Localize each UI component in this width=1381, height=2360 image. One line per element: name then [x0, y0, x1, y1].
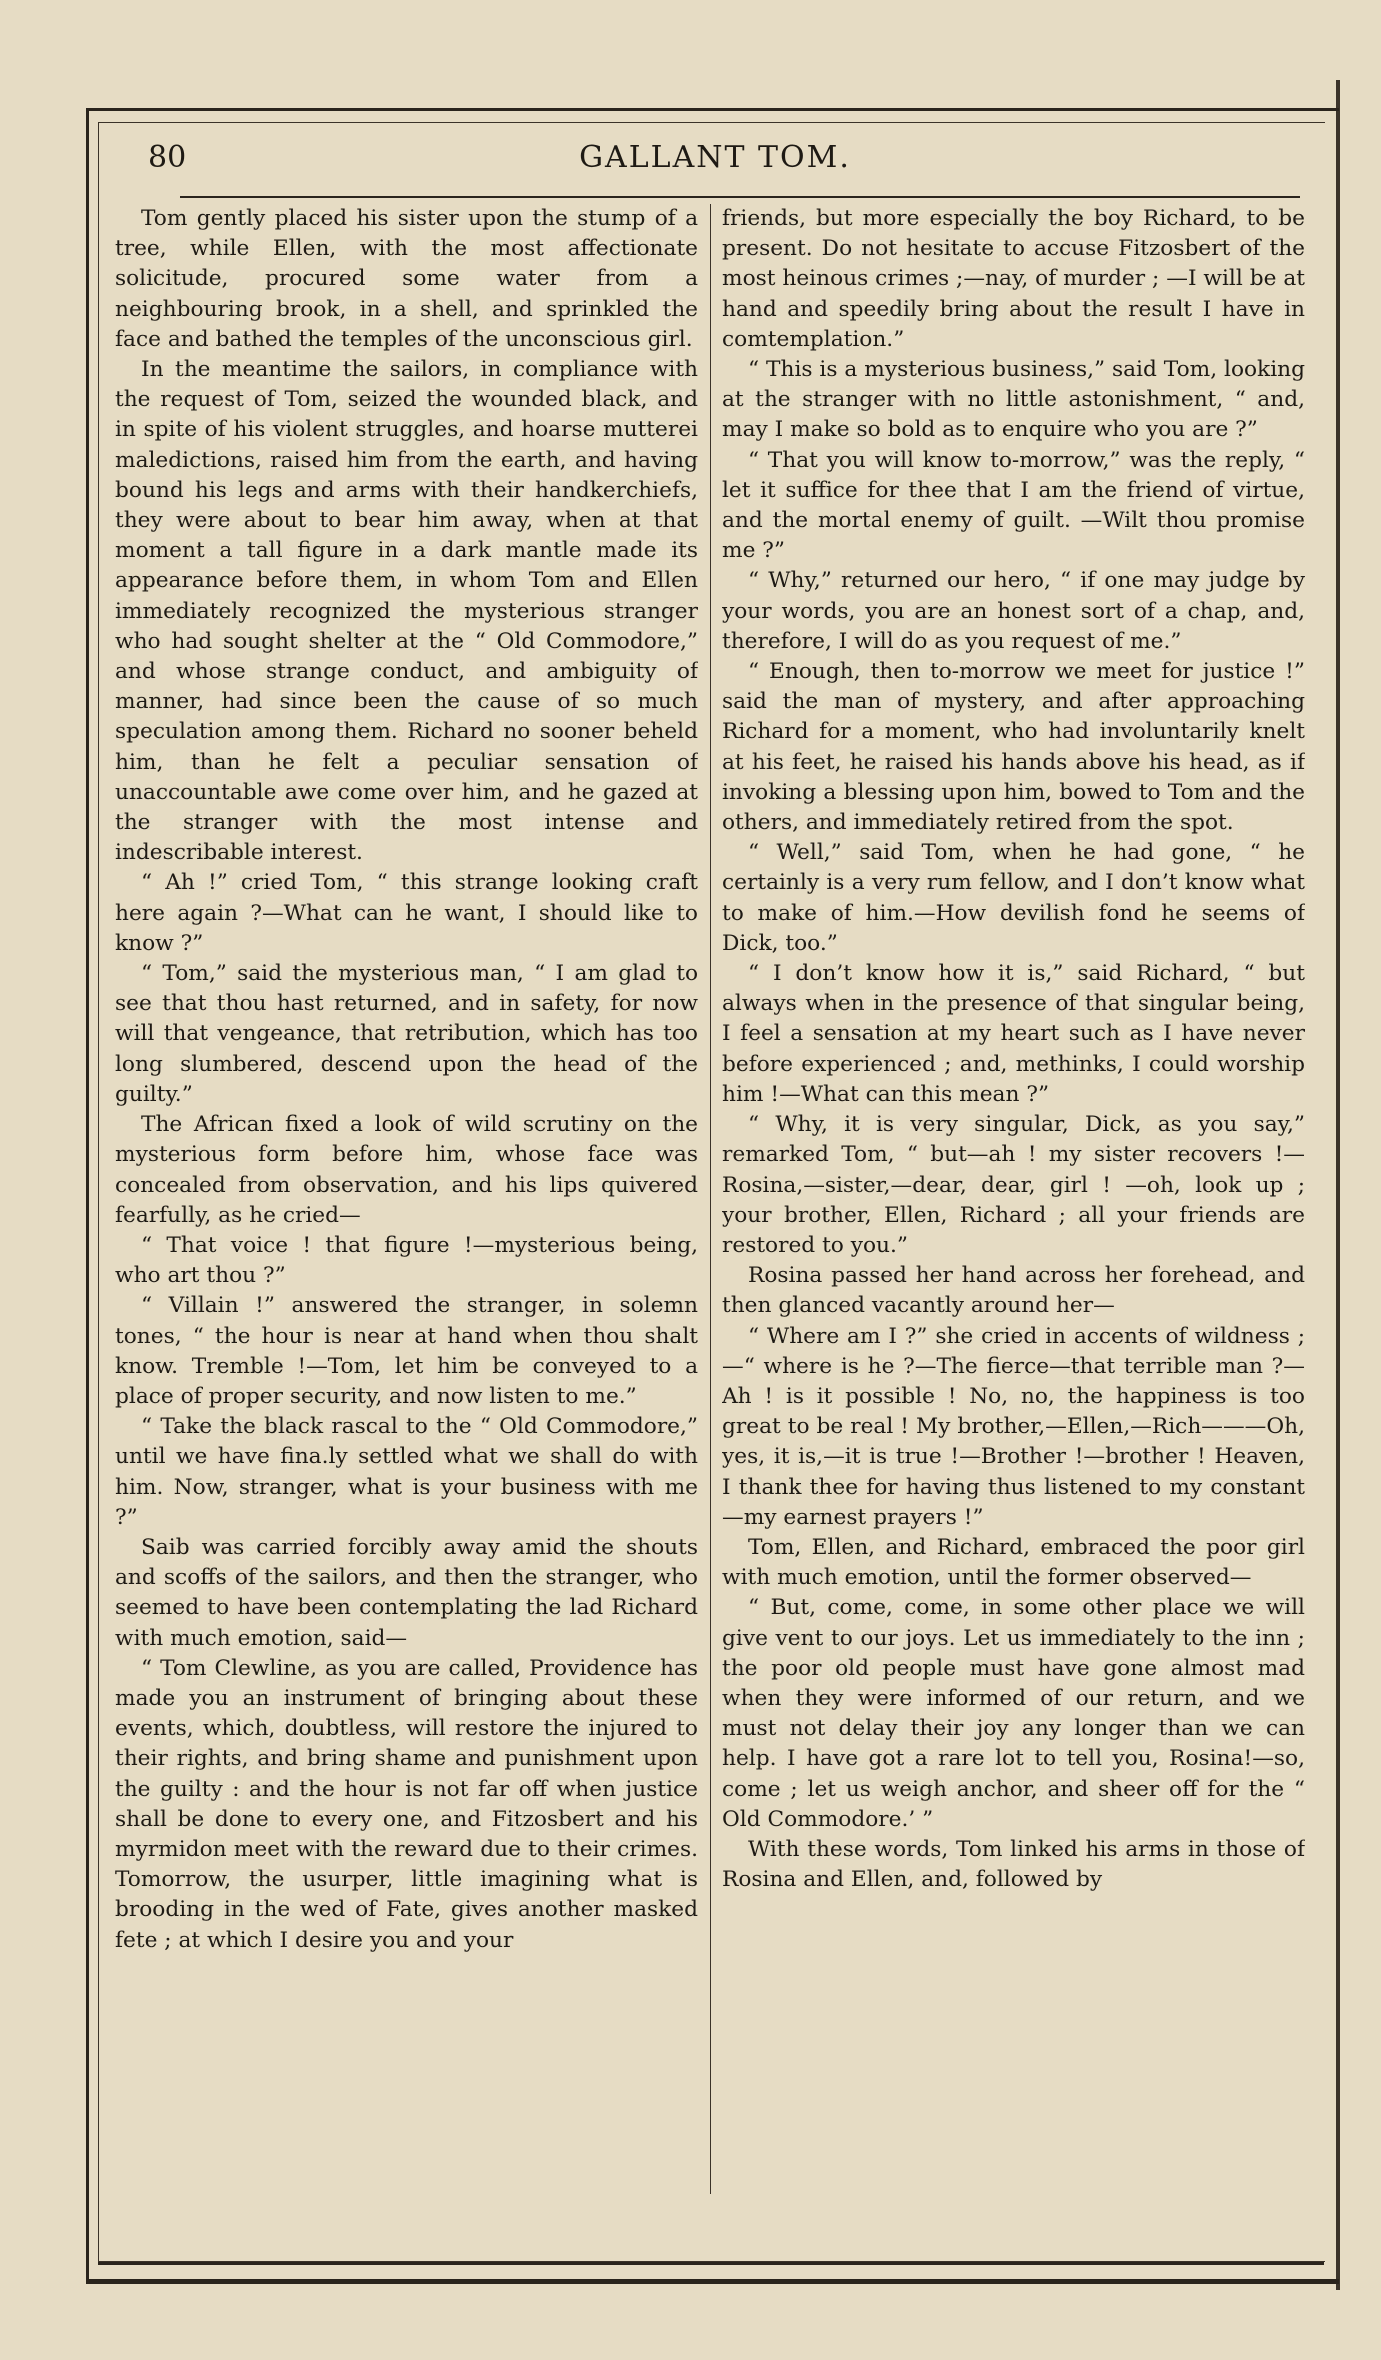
paragraph: “ This is a mysterious business,” said Tom, looking at the stranger with no little astonishment, “ and, may I make so bold as to enquire who you are ?”: [722, 357, 1305, 443]
paragraph: “ That you will know to-morrow,” was the reply, “ let it suffice for thee that I am the friend of virtue, and the mortal enemy of guilt. —Wilt thou promise me ?”: [722, 447, 1305, 564]
paragraph: “ Tom Clewline, as you are called, Providence has made you an instrument of bringing about these events, which, doubtless, will restore the injured to their rights, and bring shame and punishment upon the guilty : and the hour is not far off when justice shall be done to every one, and Fitzosbert and his myrmidon meet with the reward due to their crimes. Tomorrow, the usurper, little imagining what is brooding in the wed of Fate, gives another masked fete ; at which I desire you and your: [115, 1655, 698, 1953]
paragraph: “ Tom,” said the mysterious man, “ I am glad to see that thou hast returned, and in safety, for now will that vengeance, that retribution, which has too long slumbered, descend upon the head of the guilty.”: [115, 961, 698, 1107]
column-divider: [710, 204, 711, 2194]
footer-rule: [98, 2262, 1324, 2265]
left-column: [115, 204, 698, 2214]
paragraph: friends, but more especially the boy Richard, to be present. Do not hesitate to accuse Fitzosbert of the most heinous crimes ;—nay, of murder ; —I will be at hand and speedily bring about the result I have in comtemplation.”: [722, 206, 1305, 352]
paragraph: “ Where am I ?” she cried in accents of wildness ;—“ where is he ?—The fierce—that terrible man ?—Ah ! is it possible ! No, no, the happiness is too great to be real ! My brother,—Ellen,—Rich———Oh, yes, it is,—it is true !—Brother !—brother ! Heaven, I thank thee for having thus listened to my constant—my earnest prayers !”: [722, 1323, 1305, 1530]
paragraph: In the meantime the sailors, in compliance with the request of Tom, seized the wounded black, and in spite of his violent struggles, and hoarse mutterei maledictions, raised him from the earth, and having bound his legs and arms with their handkerchiefs, they were about to bear him away, when at that moment a tall figure in a dark mantle made its appearance before them, in whom Tom and Ellen immediately recognized the mysterious stranger who had sought shelter at the “ Old Commodore,” and whose strange conduct, and ambiguity of manner, had since been the cause of so much speculation among them. Richard no sooner beheld him, than he felt a peculiar sensation of unaccountable awe come over him, and he gazed at the stranger with the most intense and indescribable interest.: [115, 357, 698, 866]
paragraph: The African fixed a look of wild scrutiny on the mysterious form before him, whose face was concealed from observation, and his lips quivered fearfully, as he cried—: [115, 1112, 698, 1228]
paragraph: “ Take the black rascal to the “ Old Commodore,” until we have fina.ly settled what we shall do with him. Now, stranger, what is your business with me ?”: [115, 1414, 698, 1530]
running-title: GALLANT TOM.: [579, 140, 851, 175]
paragraph: “ I don’t know how it is,” said Richard, “ but always when in the presence of that singular being, I feel a sensation at my heart such as I have never before experienced ; and, methinks, I could worship him !—What can this mean ?”: [722, 961, 1305, 1107]
paragraph: “ That voice ! that figure !—mysterious being, who art thou ?”: [115, 1232, 698, 1289]
paragraph: “ But, come, come, in some other place we will give vent to our joys. Let us immediately to the inn ; the poor old people must have gone almost mad when they were informed of our return, and we must not delay their joy any longer than we can help. I have got a rare lot to tell you, Rosina!—so, come ; let us weigh anchor, and sheer off for the “ Old Commodore.’ ”: [722, 1595, 1305, 1832]
paragraph: “ Enough, then to-morrow we meet for justice !” said the man of mystery, and after approaching Richard for a moment, who had involuntarily knelt at his feet, he raised his hands above his head, as if invoking a blessing upon him, bowed to Tom and the others, and immediately retired from the spot.: [722, 659, 1305, 836]
paragraph: Rosina passed her hand across her forehead, and then glanced vacantly around her—: [722, 1263, 1305, 1319]
page-number: 80: [148, 140, 187, 175]
paragraph: With these words, Tom linked his arms in those of Rosina and Ellen, and, followed by: [722, 1836, 1305, 1893]
page-header: [140, 136, 1290, 186]
paragraph: “ Why, it is very singular, Dick, as you say,” remarked Tom, “ but—ah ! my sister recovers !—Rosina,—sister,—dear, dear, girl ! —oh, look up ; your brother, Ellen, Richard ; all your friends are restored to you.”: [722, 1112, 1305, 1258]
header-rule: [180, 196, 1300, 198]
paragraph: “ Well,” said Tom, when he had gone, “ he certainly is a very rum fellow, and I don’t know what to make of him.—How devilish fond he seems of Dick, too.”: [722, 840, 1305, 956]
right-column: [722, 204, 1305, 2214]
paragraph: “ Villain !” answered the stranger, in solemn tones, “ the hour is near at hand when thou shalt know. Tremble !—Tom, let him be conveyed to a place of proper security, and now listen to me.”: [115, 1293, 698, 1409]
paragraph: Tom, Ellen, and Richard, embraced the poor girl with much emotion, until the former observed—: [722, 1534, 1305, 1591]
paragraph: “ Why,” returned our hero, “ if one may judge by your words, you are an honest sort of a chap, and, therefore, I will do as you request of me.”: [722, 568, 1305, 654]
paragraph: Saib was carried forcibly away amid the shouts and scoffs of the sailors, and then the stranger, who seemed to have been contemplating the lad Richard with much emotion, said—: [115, 1534, 698, 1651]
paragraph: Tom gently placed his sister upon the stump of a tree, while Ellen, with the most affectionate solicitude, procured some water from a neighbouring brook, in a shell, and sprinkled the face and bathed the temples of the unconscious girl.: [115, 206, 698, 352]
paragraph: “ Ah !” cried Tom, “ this strange looking craft here again ?—What can he want, I should like to know ?”: [115, 870, 698, 956]
